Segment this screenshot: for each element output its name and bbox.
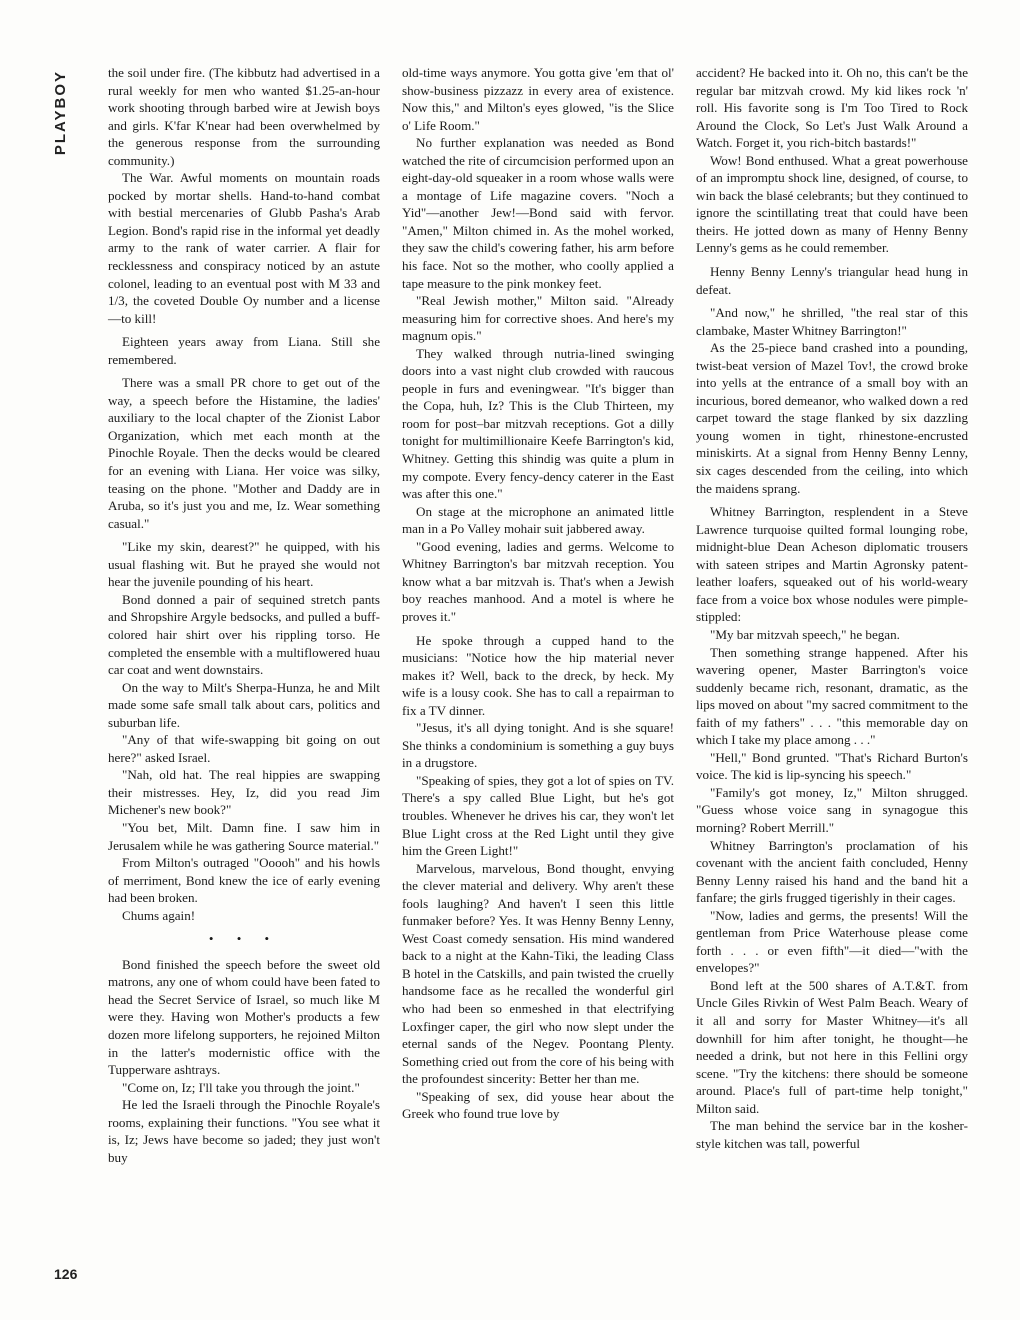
paragraph: the soil under fire. (The kibbutz had advertised in a rural weekly for men who wanted $1.25-an-hour work shooting through barbed wire at Jewish boys and girls. K'far K'near had been overwhelmed by the generous response from the surrounding community.) bbox=[108, 65, 380, 168]
paragraph: Bond left at the 500 shares of A.T.&T. from Uncle Giles Rivkin of West Palm Beach. Weary of it all and sorry for Master Whitney—it's all downhill for him after tonight, he thought—he needed a drink, but not here in this Fellini orgy scene. "Try the kitchens: there should be someone around. Place's full of part-time help tonight," Milton said. bbox=[696, 977, 968, 1116]
paragraph: "Family's got money, Iz," Milton shrugged. "Guess whose voice sang in synagogue this morning? Robert Merrill." bbox=[696, 784, 968, 835]
paragraph: He led the Israeli through the Pinochle Royale's rooms, explaining their functions. "You see what it is, Iz; Jews have become so jaded; they just won't buy bbox=[108, 1097, 380, 1165]
text-column-2 bbox=[402, 64, 674, 1123]
paragraph: No further explanation was needed as Bond watched the rite of circumcision performed upon an eight-day-old squeaker in a room whose walls were a montage of Life magazine covers. "Noch a Yid"—another Jew!—Bond said with fervor. "Amen," Milton chimed in. As the mohel worked, they saw the child's cowering father, his arm before his face. Not so the mother, who coolly applied a tape measure to the pink monkey feet. bbox=[402, 135, 674, 291]
paragraph: Whitney Barrington, resplendent in a Steve Lawrence turquoise quilted formal lounging robe, midnight-blue Dean Acheson diplomatic trousers with sateen stripes and Martin Agronsky patent-leather loafers, squeaked out of his world-weary face from a voice box whose nodules were pimple-stippled: bbox=[696, 504, 968, 625]
text-column-1 bbox=[108, 64, 380, 1166]
paragraph: "Speaking of sex, did youse hear about the Greek who found true love by bbox=[402, 1088, 674, 1122]
paragraph: Wow! Bond enthused. What a great powerhouse of an impromptu shock line, designed, of course, to win back the blasé celebrants; but they continued to ignore the scintillating treat that could have been theirs. He jotted down as many of Henny Benny Lenny's gems as he could remember. bbox=[696, 152, 968, 256]
paragraph: Bond finished the speech before the sweet old matrons, any one of whom could have been fated to head the Secret Service of Israel, so much like M were they. Having won Mother's products a few dozen more lifelong supporters, he rejoined Milton in the latter's modernistic office with the Tupperware ashtrays. bbox=[108, 956, 380, 1078]
paragraph: They walked through nutria-lined swinging doors into a vast night club crowded with raucous people in furs and eveningwear. "It's bigger than the Copa, huh, Iz? This is the Club Thirteen, my room for post–bar mitzvah receptions. Got a dilly tonight for multimillionaire Keefe Barrington's kid, Whitney. Getting this shindig was quite a plum in my compote. Every fency-dency caterer in the East was after this one." bbox=[402, 345, 674, 502]
page-number: 126 bbox=[54, 1266, 78, 1282]
paragraph: Chums again! bbox=[122, 907, 196, 923]
paragraph: "Nah, old hat. The real hippies are swapping their mistresses. Hey, Iz, did you read Jim Michener's new book?" bbox=[108, 767, 380, 818]
paragraph: He spoke through a cupped hand to the musicians: "Notice how the hip material never makes it? Well, back to the dreck, by heck. My wife is a lousy cook. She has to call a repairman to fix a TV dinner. bbox=[402, 632, 674, 718]
paragraph: The man behind the service bar in the kosher-style kitchen was tall, powerful bbox=[696, 1118, 968, 1151]
paragraph: old-time ways anymore. You gotta give 'em that ol' show-business pizzazz in every area of existence. Now this," and Milton's eyes glowed, "is the Slice o' Life Room." bbox=[402, 65, 674, 133]
paragraph: Henny Benny Lenny's triangular head hung in defeat. bbox=[696, 264, 968, 297]
paragraph: On stage at the microphone an animated little man in a Po Valley mohair suit jabbered away. bbox=[402, 503, 674, 537]
paragraph: The War. Awful moments on mountain roads pocked by mortar shells. Hand-to-hand combat with bestial mercenaries of Glubb Pasha's Arab Legion. Bond's rapid rise in the informal yet deadly army to the rank of water carrier. A flair for recklessness and conspiracy noticed by an astute colonel, leading to an eventual post with M 33 and 1/3, the coveted Double Oy number and a license —to kill! bbox=[108, 170, 380, 326]
paragraph: Then something strange happened. After his wavering opener, Master Barrington's voice suddenly became rich, resonant, dramatic, as the lips moved on about "my sacred commitment to the faith of my fathers" . . . "this memorable day on which I take my place among . . ." bbox=[696, 644, 968, 748]
paragraph: "Real Jewish mother," Milton said. "Already measuring him for corrective shoes. And here's my magnum opis." bbox=[402, 293, 674, 344]
paragraph: Whitney Barrington's proclamation of his covenant with the ancient faith concluded, Henny Benny Lenny raised his hand and the band hit a fanfare; the girls frugged tigerishly in their cages. bbox=[696, 837, 968, 906]
paragraph: "Speaking of spies, they got a lot of spies on TV. There's a spy called Blue Light, but he's got troubles. Whenever he drives his car, they won't let Blue Light cross at the Red Light until they give him the Green Light!" bbox=[402, 772, 674, 859]
paragraph: Bond donned a pair of sequined stretch pants and Shropshire Argyle bedsocks, and pulled a buff-colored hair shirt over his rippling torso. He completed the ensemble with a multiflowered huau car coat and went downstairs. bbox=[108, 591, 380, 678]
paragraph: "Good evening, ladies and germs. Welcome to Whitney Barrington's bar mitzvah reception. You know what a bar mitzvah is. That's when a Jewish boy reaches manhood. And a motel is where he proves it." bbox=[402, 538, 674, 624]
paragraph: "Come on, Iz; I'll take you through the joint." bbox=[122, 1079, 360, 1095]
paragraph: "Jesus, it's all dying tonight. And is she square! She thinks a condominium is something a guy buys in a drugstore. bbox=[402, 720, 674, 771]
paragraph: Marvelous, marvelous, Bond thought, envying the clever material and delivery. Why aren't these fools laughing? And haven't I seen this little funmaker before? Yes. It was Henny Benny Lenny, West Coast comedy sensation. His mind wandered back to a night at the Kahn-Tiki, the leading Class B hotel in the Catskills, and pain twisted the cruelly handsome face as he recalled the wonderful girl who had been so enmeshed in that electrifying Loxfinger caper, the girl who now slept under the eternal sands of the Negev. Poontang Plenty. Something cried out from the core of his being with the profoundest sincerity: Better her than me. bbox=[402, 860, 674, 1087]
paragraph: "Hell," Bond grunted. "That's Richard Burton's voice. The kid is lip-syncing his speech." bbox=[696, 749, 968, 783]
paragraph: "You bet, Milt. Damn fine. I saw him in Jerusalem while he was gathering Source material." bbox=[108, 819, 380, 853]
paragraph: "My bar mitzvah speech," he began. bbox=[710, 626, 900, 642]
paragraph: "Any of that wife-swapping bit going on out here?" asked Israel. bbox=[108, 732, 380, 765]
paragraph: "And now," he shrilled, "the real star of this clambake, Master Whitney Barrington!" bbox=[696, 305, 968, 338]
section-separator: • • • bbox=[208, 931, 280, 947]
paragraph: "Like my skin, dearest?" he quipped, with his usual flashing wit. But he prayed she would not hear the juvenile pounding of his heart. bbox=[108, 539, 380, 590]
paragraph: Eighteen years away from Liana. Still she remembered. bbox=[108, 334, 380, 367]
magazine-masthead: PLAYBOY bbox=[52, 70, 69, 156]
paragraph: "Now, ladies and germs, the presents! Will the gentleman from Price Waterhouse please come forth . . . or even fifth"—it died—"with the envelopes?" bbox=[696, 907, 968, 976]
paragraph: As the 25-piece band crashed into a pounding, twist-beat version of Mazel Tov!, the crowd broke into yells at the entrance of a small boy with an incurious, bored demeanor, who walked down a red carpet toward the stage flanked by six dazzling young women in tight, rhinestone-encrusted miniskirts. At a signal from Henny Benny Lenny, six cages descended from the ceiling, into which the maidens sprang. bbox=[696, 340, 968, 496]
paragraph: accident? He backed into it. Oh no, this can't be the regular bar mitzvah crowd. My kid likes rock 'n' roll. His favorite song is I'm Too Tired to Rock Around the Clock, So Let's Just Walk Around a Watch. Forget it, you rich-bitch bastards!" bbox=[696, 65, 968, 151]
paragraph: From Milton's outraged "Ooooh" and his howls of merriment, Bond knew the ice of early evening had been broken. bbox=[108, 855, 380, 906]
text-column-3 bbox=[696, 64, 968, 1152]
paragraph: There was a small PR chore to get out of the way, a speech before the Histamine, the ladies' auxiliary to the local chapter of the Zionist Labor Organization, which met each month at the Pinochle Royale. Then the decks would be cleared for an evening with Liana. Her voice was silky, teasing on the phone. "Mother and Daddy are in Aruba, so it's just you and me, Iz. Wear something casual." bbox=[108, 375, 380, 531]
paragraph: On the way to Milt's Sherpa-Hunza, he and Milt made some safe small talk about cars, politics and suburban life. bbox=[108, 679, 380, 730]
